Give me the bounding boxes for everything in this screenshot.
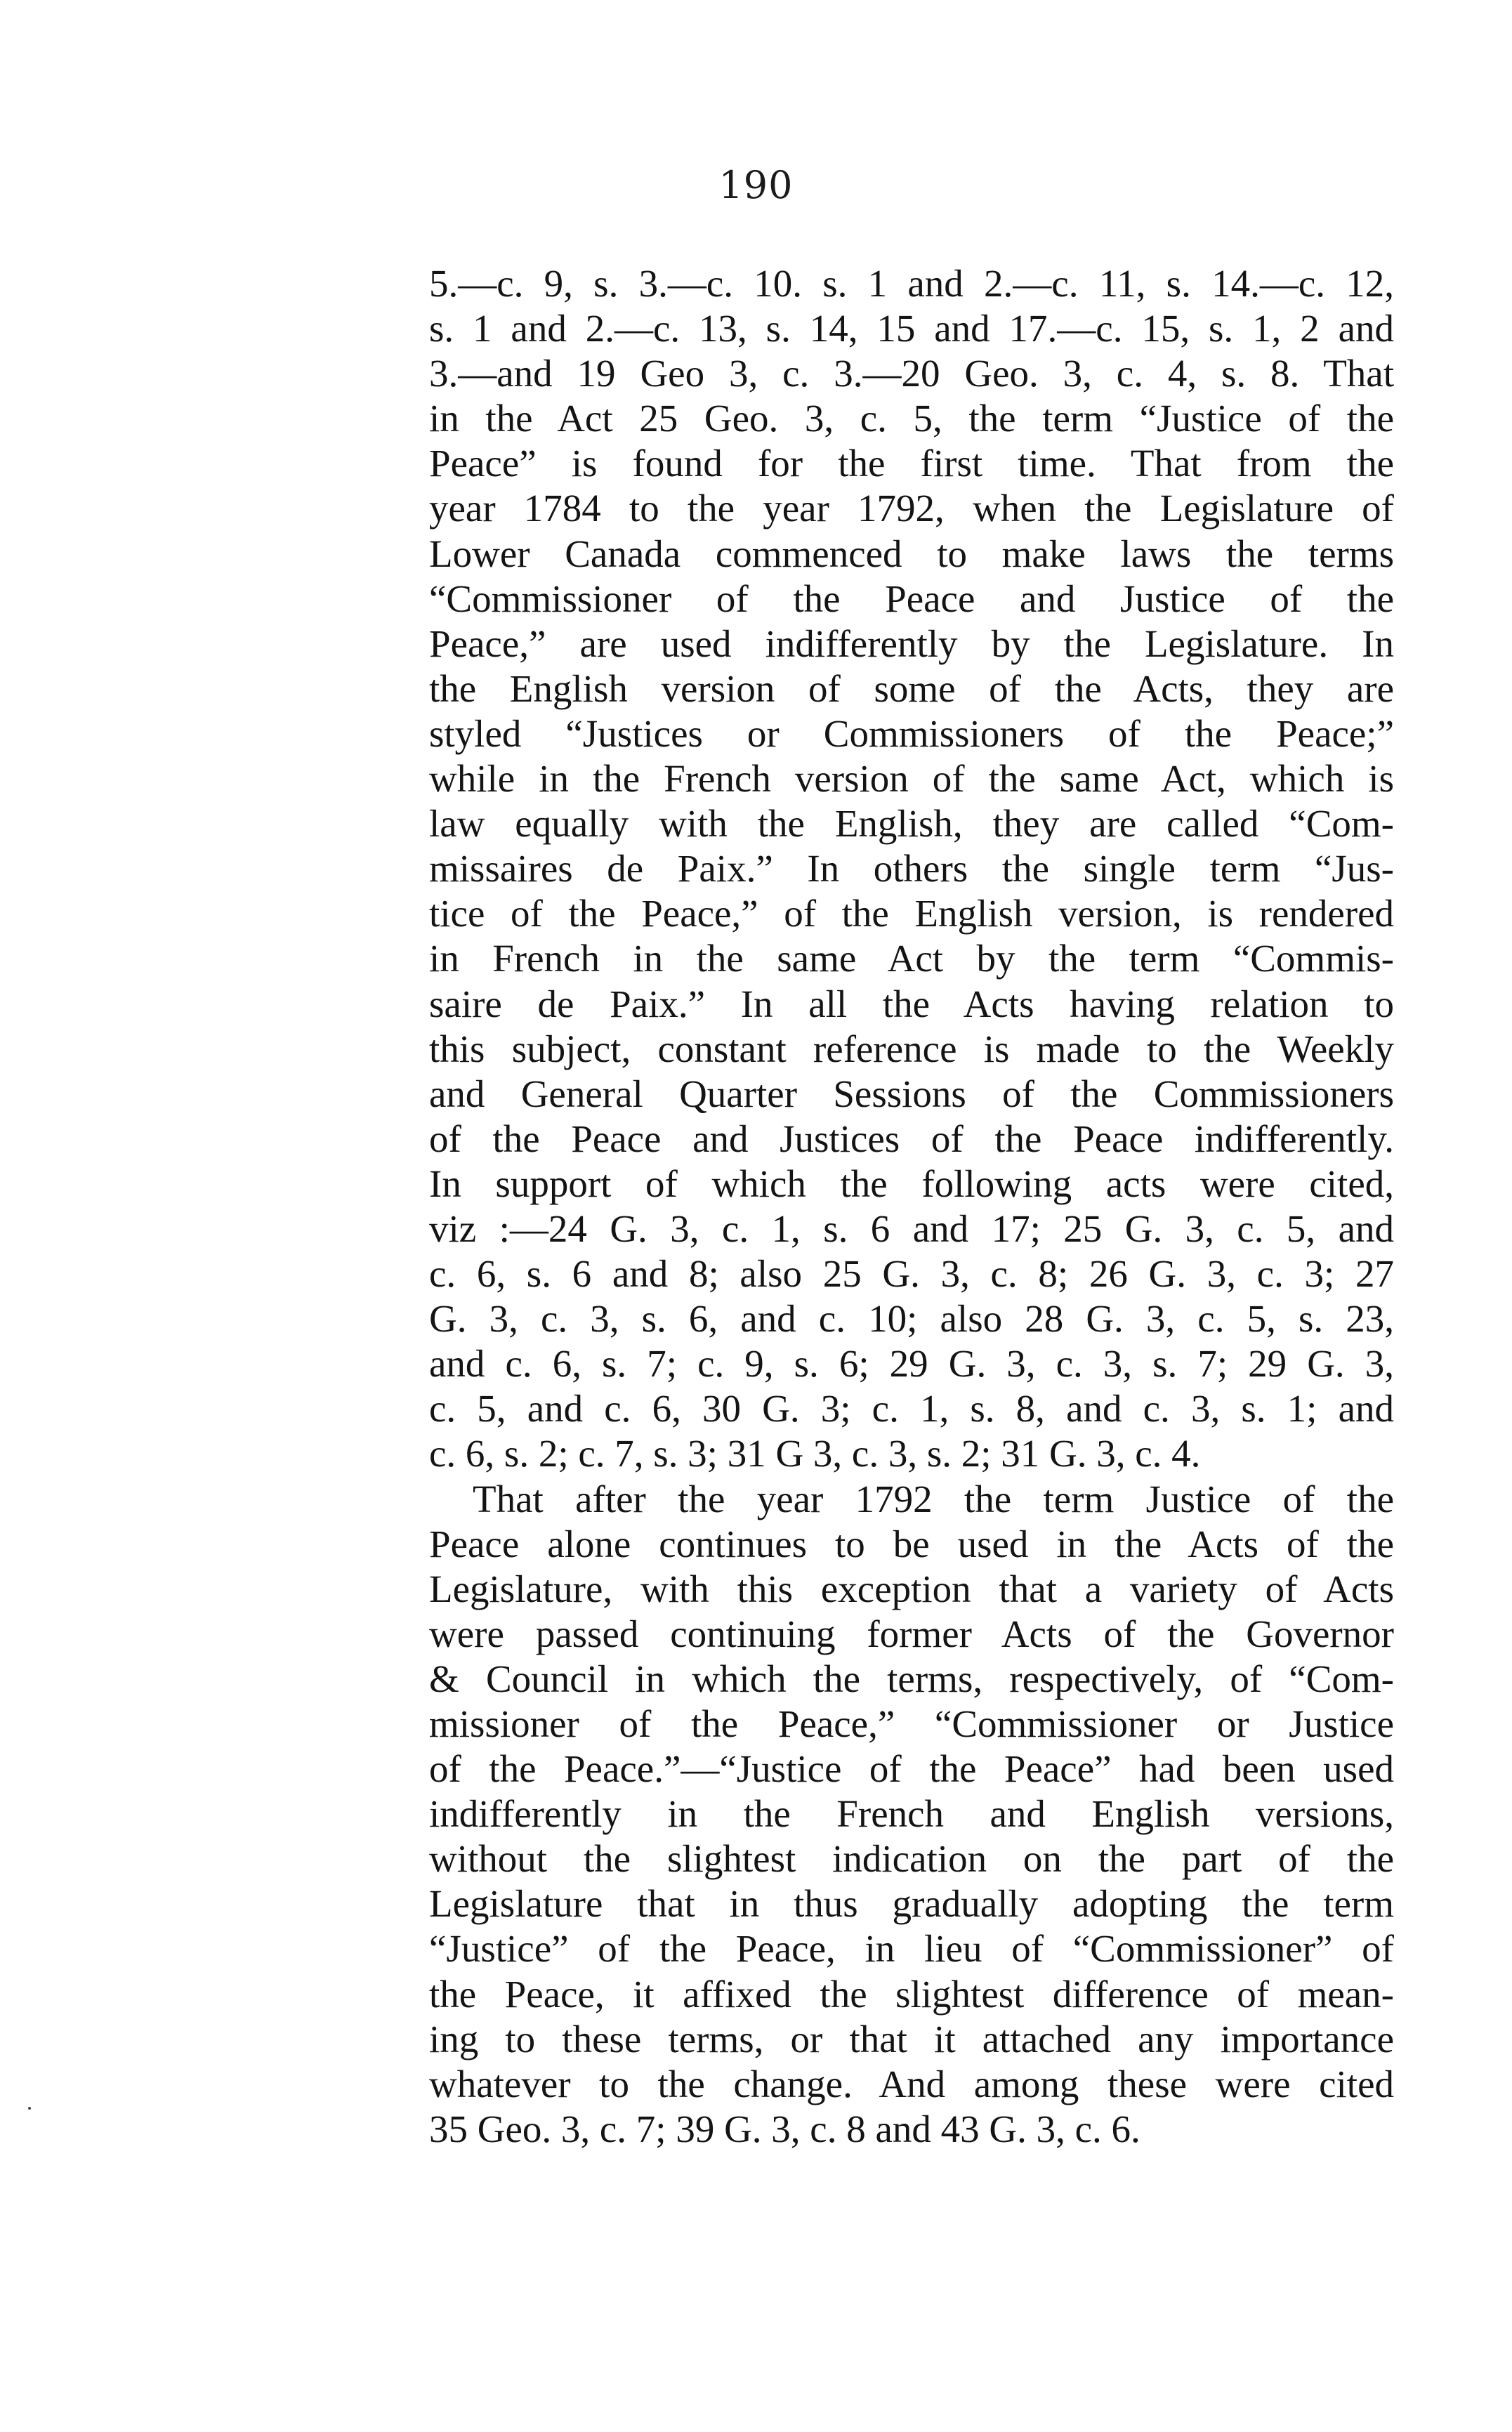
text-line: saire de Paix.” In all the Acts having relation to [429, 982, 1394, 1025]
text-line: c. 6, s. 6 and 8; also 25 G. 3, c. 8; 26 G. 3, c. 3; 27 [429, 1252, 1394, 1296]
text-line: without the slightest indication on the part of the [429, 1837, 1394, 1881]
text-line: the English version of some of the Acts, they are [429, 666, 1394, 710]
text-line: 3.—and 19 Geo 3, c. 3.—20 Geo. 3, c. 4, s. 8. That [429, 352, 1394, 395]
text-line: in French in the same Act by the term “Commis- [429, 937, 1394, 980]
text-line: tice of the Peace,” of the English version, is rendered [429, 892, 1394, 935]
text-line: the Peace, it affixed the slightest difference of mean- [429, 1972, 1394, 2016]
text-line: ing to these terms, or that it attached any importance [429, 2017, 1394, 2060]
text-line: law equally with the English, they are called “Com- [429, 802, 1394, 846]
text-line: styled “Justices or Commissioners of the Peace;” [429, 711, 1394, 755]
body-text [429, 261, 1394, 2152]
text-line: Peace alone continues to be used in the Acts of the [429, 1522, 1394, 1565]
text-line: whatever to the change. And among these were cited [429, 2062, 1394, 2105]
text-line: and General Quarter Sessions of the Commissioners [429, 1072, 1394, 1115]
text-line: while in the French version of the same Act, which is [429, 757, 1394, 801]
text-line: in the Act 25 Geo. 3, c. 5, the term “Justice of the [429, 397, 1394, 440]
text-line: “Justice” of the Peace, in lieu of “Commissioner” of [429, 1927, 1394, 1971]
text-line: s. 1 and 2.—c. 13, s. 14, 15 and 17.—c. 15, s. 1, 2 and [429, 307, 1394, 350]
text-line: this subject, constant reference is made to the Weekly [429, 1027, 1394, 1070]
text-line: of the Peace.”—“Justice of the Peace” had been used [429, 1747, 1394, 1791]
text-line: In support of which the following acts were cited, [429, 1162, 1394, 1205]
text-line: missaires de Paix.” In others the single term “Jus- [429, 847, 1394, 890]
text-line: c. 6, s. 2; c. 7, s. 3; 31 G 3, c. 3, s. 2; 31 G. 3, c. 4. [429, 1432, 1201, 1475]
text-line: That after the year 1792 the term Justice of the [473, 1477, 1394, 1520]
text-line: “Commissioner of the Peace and Justice of the [429, 577, 1394, 620]
text-line: Lower Canada commenced to make laws the terms [429, 532, 1394, 575]
text-line: indifferently in the French and English versions, [429, 1792, 1394, 1836]
text-line: missioner of the Peace,” “Commissioner or Justice [429, 1702, 1394, 1745]
text-line: 5.—c. 9, s. 3.—c. 10. s. 1 and 2.—c. 11, s. 14.—c. 12, [429, 262, 1394, 305]
text-line: Legislature, with this exception that a variety of Acts [429, 1567, 1394, 1610]
ink-speck [28, 2107, 31, 2110]
text-line: & Council in which the terms, respectively, of “Com- [429, 1657, 1394, 1700]
text-line: Legislature that in thus gradually adopting the term [429, 1882, 1394, 1926]
text-line: Peace,” are used indifferently by the Legislature. In [429, 622, 1394, 665]
text-line: Peace” is found for the first time. That from the [429, 442, 1394, 485]
text-line: and c. 6, s. 7; c. 9, s. 6; 29 G. 3, c. 3, s. 7; 29 G. 3, [429, 1342, 1394, 1386]
text-line: G. 3, c. 3, s. 6, and c. 10; also 28 G. 3, c. 5, s. 23, [429, 1297, 1394, 1341]
text-line: year 1784 to the year 1792, when the Legislature of [429, 487, 1394, 530]
page-number: 190 [718, 163, 794, 207]
text-line: viz :—24 G. 3, c. 1, s. 6 and 17; 25 G. 3, c. 5, and [429, 1207, 1394, 1250]
text-line: were passed continuing former Acts of the Governor [429, 1612, 1394, 1655]
text-line: of the Peace and Justices of the Peace indifferently. [429, 1117, 1394, 1160]
text-line: c. 5, and c. 6, 30 G. 3; c. 1, s. 8, and c. 3, s. 1; and [429, 1387, 1394, 1431]
text-line: 35 Geo. 3, c. 7; 39 G. 3, c. 8 and 43 G. 3, c. 6. [429, 2107, 1140, 2150]
